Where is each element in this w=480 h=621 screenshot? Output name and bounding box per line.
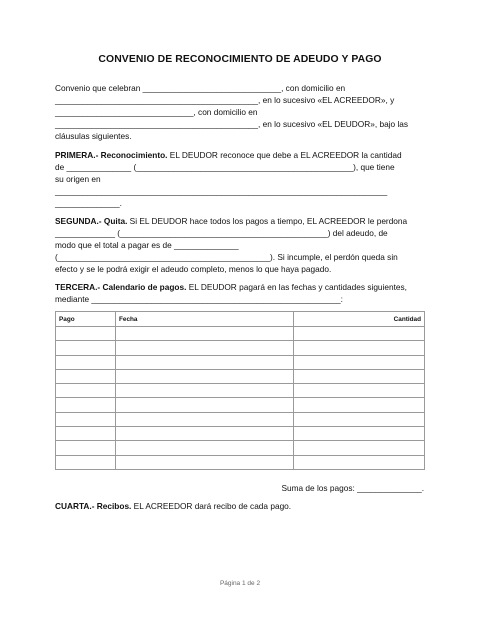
pago-cell[interactable] bbox=[56, 384, 116, 398]
clause-primera-heading: PRIMERA.- Reconocimiento. bbox=[55, 150, 168, 160]
clause-segunda-heading: SEGUNDA.- Quita. bbox=[55, 216, 128, 226]
pago-cell[interactable] bbox=[56, 455, 116, 469]
clause-primera-text: EL DEUDOR reconoce que debe a EL ACREEDOR la cantidad bbox=[167, 150, 402, 160]
table-row bbox=[56, 412, 425, 426]
table-row bbox=[56, 398, 425, 412]
cantidad-cell[interactable] bbox=[294, 455, 425, 469]
clause-primera-line-3: su origen en bbox=[55, 174, 101, 184]
pago-cell[interactable] bbox=[56, 398, 116, 412]
table-row bbox=[56, 341, 425, 355]
table-row bbox=[56, 441, 425, 455]
cantidad-cell[interactable] bbox=[294, 398, 425, 412]
document-title: CONVENIO DE RECONOCIMIENTO DE ADEUDO Y PAGO bbox=[98, 54, 382, 65]
clause-primera-line-5: ______________. bbox=[55, 198, 122, 208]
fecha-cell[interactable] bbox=[116, 455, 294, 469]
clause-primera-line-2: de ______________ (_______________________________________________), que tiene bbox=[55, 162, 395, 172]
fecha-cell[interactable] bbox=[116, 355, 294, 369]
table-row bbox=[56, 427, 425, 441]
header-fecha: Fecha bbox=[116, 312, 294, 327]
clause-cuarta-text: EL ACREEDOR dará recibo de cada pago. bbox=[131, 501, 292, 511]
fecha-cell[interactable] bbox=[116, 441, 294, 455]
fecha-cell[interactable] bbox=[116, 427, 294, 441]
pago-cell[interactable] bbox=[56, 441, 116, 455]
suma-de-pagos: Suma de los pagos: ______________. bbox=[281, 483, 424, 493]
cantidad-cell[interactable] bbox=[294, 341, 425, 355]
clause-tercera-text: EL DEUDOR pagará en las fechas y cantidades siguientes, bbox=[186, 282, 407, 292]
clause-primera-line-4: ________________________________________________________________________ bbox=[55, 186, 388, 196]
intro-line-1: Convenio que celebran ______________________________, con domicilio en bbox=[55, 83, 346, 93]
pago-cell[interactable] bbox=[56, 327, 116, 341]
clause-cuarta-heading: CUARTA.- Recibos. bbox=[55, 501, 132, 511]
intro-line-2: ____________________________________________, en lo sucesivo «EL ACREEDOR», y bbox=[55, 95, 395, 105]
fecha-cell[interactable] bbox=[116, 341, 294, 355]
cantidad-cell[interactable] bbox=[294, 441, 425, 455]
table-row bbox=[56, 384, 425, 398]
clause-segunda-line-4: (______________________________________________). Si incumple, el perdón queda sin bbox=[55, 252, 398, 262]
pago-cell[interactable] bbox=[56, 412, 116, 426]
cantidad-cell[interactable] bbox=[294, 427, 425, 441]
clause-tercera-line-1 bbox=[55, 282, 407, 293]
intro-line-3: ______________________________, con domicilio en bbox=[55, 107, 258, 117]
fecha-cell[interactable] bbox=[116, 327, 294, 341]
cantidad-cell[interactable] bbox=[294, 412, 425, 426]
table-row bbox=[56, 355, 425, 369]
clause-cuarta-line-1 bbox=[55, 501, 291, 512]
pago-cell[interactable] bbox=[56, 355, 116, 369]
cantidad-cell[interactable] bbox=[294, 369, 425, 383]
intro-line-5: cláusulas siguientes. bbox=[55, 131, 132, 141]
clause-segunda-line-5: efecto y se le podrá exigir el adeudo completo, menos lo que haya pagado. bbox=[55, 264, 332, 274]
cantidad-cell[interactable] bbox=[294, 327, 425, 341]
clause-segunda-text: Si EL DEUDOR hace todos los pagos a tiempo, EL ACREEDOR le perdona bbox=[127, 216, 408, 226]
clause-segunda-line-1 bbox=[55, 216, 407, 227]
table-row bbox=[56, 327, 425, 341]
intro-line-4: ____________________________________________, en lo sucesivo «EL DEUDOR», bajo las bbox=[55, 119, 409, 129]
clause-tercera-heading: TERCERA.- Calendario de pagos. bbox=[55, 282, 187, 292]
table-row bbox=[56, 369, 425, 383]
clause-tercera-line-2: mediante ______________________________________________________: bbox=[55, 294, 343, 304]
fecha-cell[interactable] bbox=[116, 384, 294, 398]
fecha-cell[interactable] bbox=[116, 398, 294, 412]
clause-primera-line-1 bbox=[55, 150, 402, 161]
page-number-footer: Página 1 de 2 bbox=[219, 580, 261, 587]
fecha-cell[interactable] bbox=[116, 369, 294, 383]
header-pago: Pago bbox=[56, 312, 116, 327]
pago-cell[interactable] bbox=[56, 427, 116, 441]
clause-segunda-line-2: _____________ (_____________________________________________) del adeudo, de bbox=[55, 228, 388, 238]
clause-segunda-line-3: modo que el total a pagar es de ______________ bbox=[55, 240, 239, 250]
table-row bbox=[56, 455, 425, 469]
payments-table bbox=[55, 311, 425, 470]
pago-cell[interactable] bbox=[56, 341, 116, 355]
fecha-cell[interactable] bbox=[116, 412, 294, 426]
payments-table-header-row bbox=[56, 312, 425, 327]
cantidad-cell[interactable] bbox=[294, 384, 425, 398]
header-cantidad: Cantidad bbox=[294, 312, 425, 327]
pago-cell[interactable] bbox=[56, 369, 116, 383]
cantidad-cell[interactable] bbox=[294, 355, 425, 369]
